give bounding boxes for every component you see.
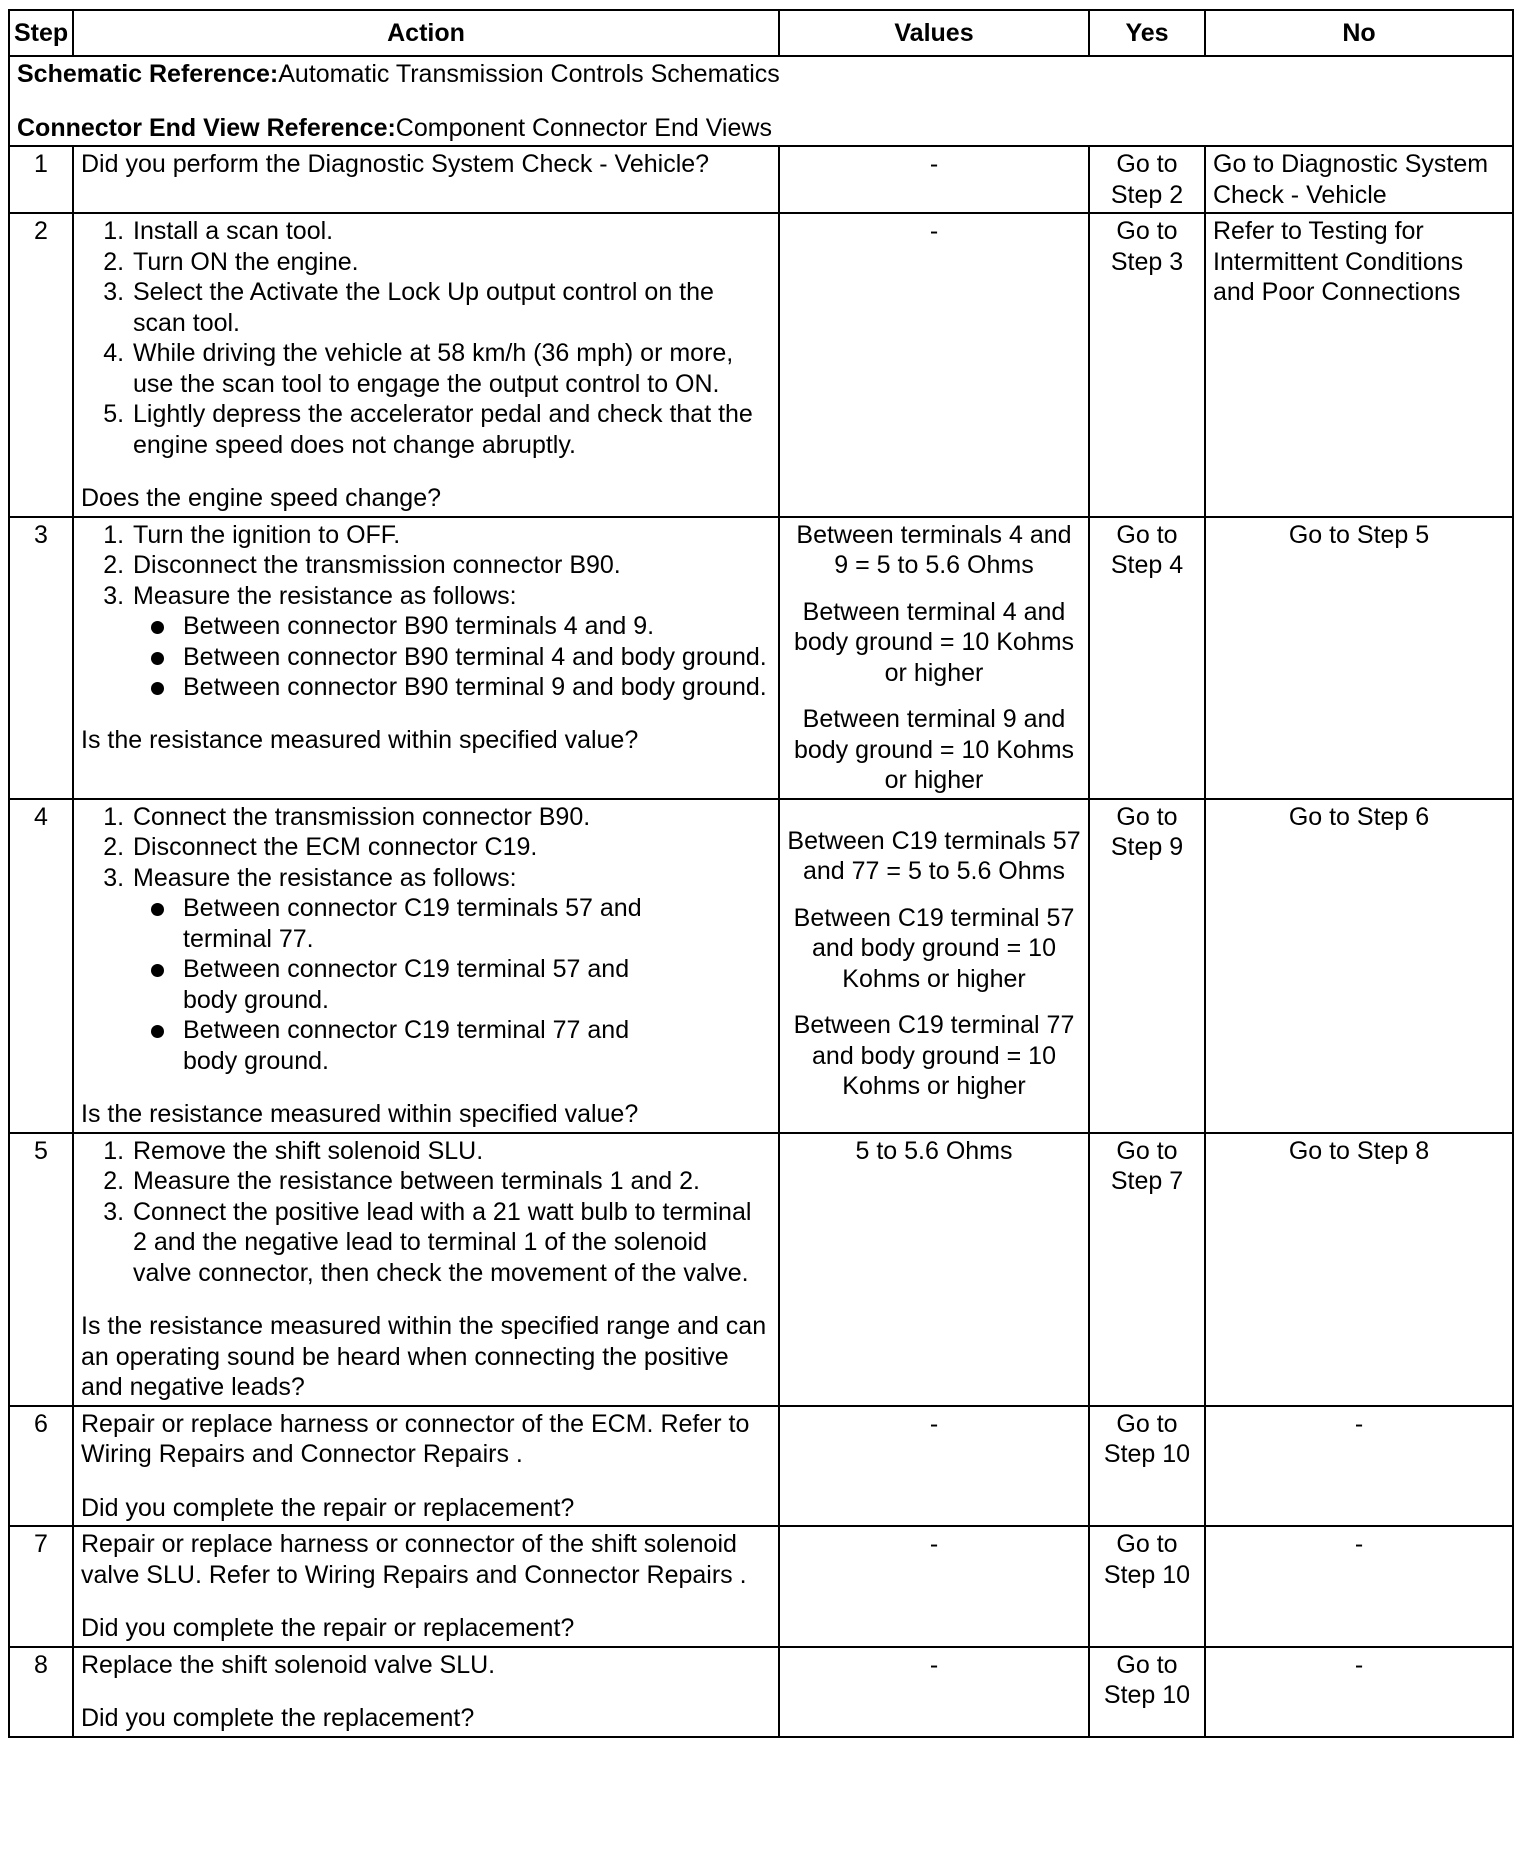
table-row <box>9 799 1513 1133</box>
action-question: Did you complete the replacement? <box>81 1704 475 1732</box>
table-row <box>9 517 1513 799</box>
no-value: - <box>1205 1406 1513 1527</box>
yes-link[interactable]: Go to Step 4 <box>1089 517 1205 799</box>
action-cell <box>73 517 779 799</box>
action-cell <box>73 1647 779 1737</box>
action-step: 2. Disconnect the ECM connector C19. <box>131 832 771 863</box>
action-step <box>131 581 771 703</box>
schematic-reference-label: Schematic Reference: <box>17 60 279 88</box>
no-link[interactable]: Go to Diagnostic System Check - Vehicle <box>1205 146 1513 213</box>
values-cell: - <box>779 1406 1089 1527</box>
yes-link[interactable]: Go to Step 3 <box>1089 213 1205 517</box>
values-cell: - <box>779 146 1089 213</box>
yes-link[interactable]: Go to Step 10 <box>1089 1647 1205 1737</box>
values-cell <box>779 517 1089 799</box>
action-cell <box>73 1133 779 1406</box>
action-steps <box>81 216 771 460</box>
header-action: Action <box>73 10 779 56</box>
action-cell <box>73 1406 779 1527</box>
action-step <box>131 863 771 1077</box>
reference-row <box>9 56 1513 146</box>
measure-item: Between connector C19 terminal 57 and body ground. <box>183 954 681 1015</box>
measure-list <box>133 611 771 703</box>
no-link[interactable]: Go to Step 6 <box>1205 799 1513 1133</box>
table-row <box>9 213 1513 517</box>
measure-item: Between connector C19 terminal 77 and body ground. <box>183 1015 681 1076</box>
yes-link[interactable]: Go to Step 10 <box>1089 1406 1205 1527</box>
value-spec: Between C19 terminal 57 and body ground = 10 Kohms or higher <box>793 903 1075 993</box>
action-cell <box>73 1526 779 1647</box>
step-number: 5 <box>9 1133 73 1406</box>
connector-reference <box>17 113 1505 144</box>
action-step: 3. Select the Activate the Lock Up output control on the scan tool. <box>131 277 771 338</box>
header-step: Step <box>9 10 73 56</box>
table-row <box>9 1133 1513 1406</box>
action-step: 1. Install a scan tool. <box>131 216 771 247</box>
step-number: 6 <box>9 1406 73 1527</box>
action-question: Is the resistance measured within specified value? <box>81 1100 639 1128</box>
action-question: Does the engine speed change? <box>81 484 442 512</box>
yes-link[interactable]: Go to Step 10 <box>1089 1526 1205 1647</box>
schematic-reference-link[interactable]: Automatic Transmission Controls Schematics <box>278 60 780 88</box>
reference-cell <box>9 56 1513 146</box>
action-step: 5. Lightly depress the accelerator pedal and check that the engine speed does not change abruptly. <box>131 399 771 460</box>
action-cell <box>73 799 779 1133</box>
yes-link[interactable]: Go to Step 7 <box>1089 1133 1205 1406</box>
value-spec: Between terminals 4 and 9 = 5 to 5.6 Ohms <box>796 520 1072 579</box>
action-question: Is the resistance measured within specified value? <box>81 725 639 754</box>
action-step: 2. Turn ON the engine. <box>131 247 771 278</box>
action-question: Did you complete the repair or replacement? <box>81 1614 575 1642</box>
value-spec: Between terminal 4 and body ground = 10 Kohms or higher <box>793 597 1075 687</box>
table-row <box>9 1647 1513 1737</box>
values-cell <box>779 799 1089 1133</box>
value-spec: Between C19 terminal 77 and body ground = 10 Kohms or higher <box>793 1011 1075 1100</box>
yes-link[interactable]: Go to Step 2 <box>1089 146 1205 213</box>
action-question: Did you perform the Diagnostic System Check - Vehicle? <box>81 150 710 178</box>
no-link[interactable]: Go to Step 8 <box>1205 1133 1513 1406</box>
measure-list <box>133 893 771 1076</box>
action-cell <box>73 213 779 517</box>
diagnostic-table <box>8 9 1514 1738</box>
table-row <box>9 146 1513 213</box>
value-spec: Between C19 terminals 57 and 77 = 5 to 5.6 Ohms <box>787 826 1081 885</box>
schematic-reference <box>17 59 1505 90</box>
no-link[interactable]: Refer to Testing for Intermittent Conditions and Poor Connections <box>1205 213 1513 517</box>
measure-item: Between connector C19 terminals 57 and terminal 77. <box>183 893 681 954</box>
values-cell: - <box>779 1647 1089 1737</box>
action-text: Replace the shift solenoid valve SLU. <box>81 1650 496 1679</box>
step-number: 3 <box>9 517 73 799</box>
measure-item: Between connector B90 terminals 4 and 9. <box>183 611 771 642</box>
no-value: - <box>1205 1647 1513 1737</box>
value-spec: Between terminal 9 and body ground = 10 Kohms or higher <box>793 705 1075 794</box>
connector-reference-link[interactable]: Component Connector End Views <box>395 113 772 142</box>
action-step-text: Measure the resistance as follows: <box>133 863 517 892</box>
action-question: Is the resistance measured within the specified range and can an operating sound be heard when connecting the positive and negative leads? <box>81 1312 767 1401</box>
action-text: Repair or replace harness or connector of the shift solenoid valve SLU. Refer to Wiring Repairs and Connector Repairs . <box>81 1530 747 1589</box>
action-step: 2. Measure the resistance between terminals 1 and 2. <box>131 1166 771 1197</box>
values-cell: - <box>779 1526 1089 1647</box>
step-number: 4 <box>9 799 73 1133</box>
step-number: 1 <box>9 146 73 213</box>
action-steps <box>81 802 771 1077</box>
action-step: 1. Connect the transmission connector B90. <box>131 802 771 833</box>
action-step: 2. Disconnect the transmission connector B90. <box>131 550 771 581</box>
step-number: 2 <box>9 213 73 517</box>
measure-item: Between connector B90 terminal 9 and body ground. <box>183 672 771 703</box>
values-cell: 5 to 5.6 Ohms <box>779 1133 1089 1406</box>
action-cell <box>73 146 779 213</box>
values-cell: - <box>779 213 1089 517</box>
table-row <box>9 1406 1513 1527</box>
action-steps <box>81 520 771 703</box>
action-text: Repair or replace harness or connector of the ECM. Refer to Wiring Repairs and Connector Repairs . <box>81 1409 750 1468</box>
header-row <box>9 10 1513 56</box>
action-step-text: Measure the resistance as follows: <box>133 581 517 610</box>
action-step: 4. While driving the vehicle at 58 km/h (36 mph) or more, use the scan tool to engage the output control to ON. <box>131 338 771 399</box>
connector-reference-label: Connector End View Reference: <box>17 113 396 142</box>
step-number: 8 <box>9 1647 73 1737</box>
action-question: Did you complete the repair or replacement? <box>81 1493 575 1522</box>
no-value: - <box>1205 1526 1513 1647</box>
action-steps <box>81 1136 771 1289</box>
yes-link[interactable]: Go to Step 9 <box>1089 799 1205 1133</box>
action-step: 1. Turn the ignition to OFF. <box>131 520 771 551</box>
header-no: No <box>1205 10 1513 56</box>
no-link[interactable]: Go to Step 5 <box>1205 517 1513 799</box>
header-yes: Yes <box>1089 10 1205 56</box>
measure-item: Between connector B90 terminal 4 and body ground. <box>183 642 771 673</box>
header-values: Values <box>779 10 1089 56</box>
table-row <box>9 1526 1513 1647</box>
action-step: 3. Connect the positive lead with a 21 watt bulb to terminal 2 and the negative lead to terminal 1 of the solenoid valve connector, then check the movement of the valve. <box>131 1197 771 1289</box>
step-number: 7 <box>9 1526 73 1647</box>
action-step: 1. Remove the shift solenoid SLU. <box>131 1136 771 1167</box>
